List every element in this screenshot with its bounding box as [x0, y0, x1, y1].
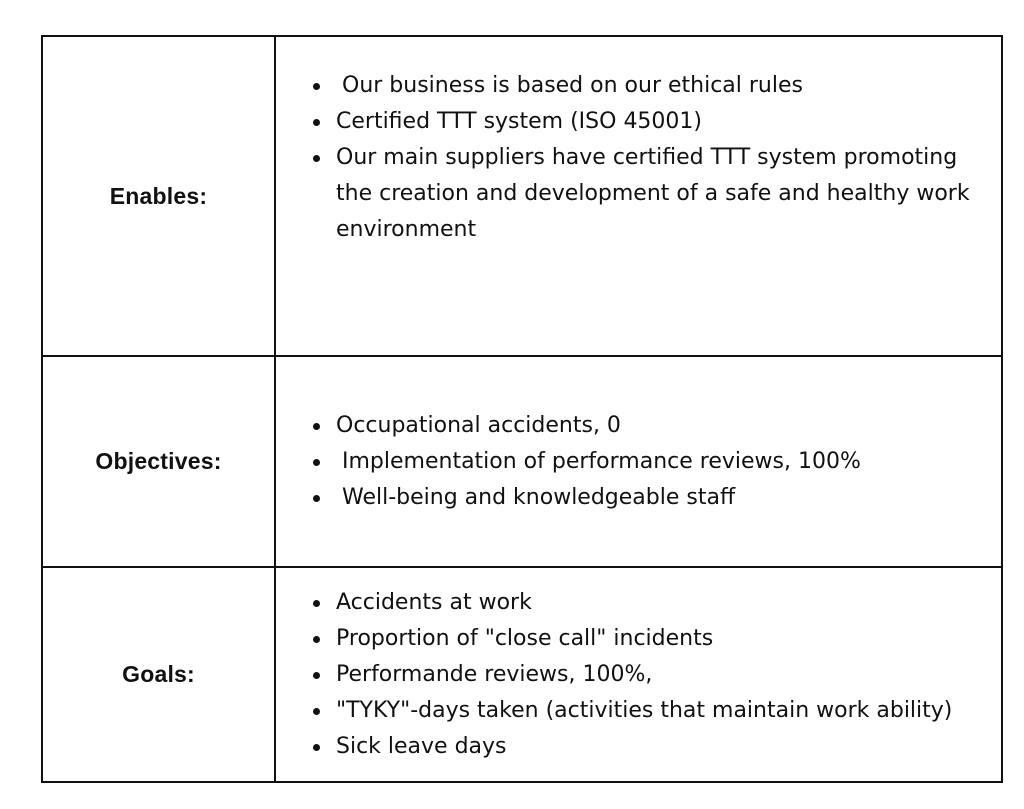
objectives-content [275, 356, 1002, 567]
list-item [336, 585, 1001, 621]
list-item-text: Our main suppliers have certified TTT system promoting the creation and development of a safe and healthy work environment [336, 145, 970, 242]
list-item [336, 408, 1001, 444]
list-item-text: Sick leave days [336, 733, 507, 759]
list-item-text: Implementation of performance reviews, 100% [342, 448, 861, 474]
list-item-text: Accidents at work [336, 589, 532, 615]
list-item-text: Performande reviews, 100%, [336, 661, 653, 687]
list-item-text: Well-being and knowledgeable staff [342, 484, 736, 510]
list-item-text: Proportion of "close call" incidents [336, 625, 714, 651]
list-item-text: Occupational accidents, 0 [336, 412, 621, 438]
objectives-row [42, 356, 1002, 567]
objectives-label: Objectives: [42, 356, 275, 567]
enables-content [275, 36, 1002, 356]
goals-label: Goals: [42, 567, 275, 782]
enables-row [42, 36, 1002, 356]
goals-list [276, 585, 1001, 765]
objectives-list [276, 408, 1001, 516]
goals-row [42, 567, 1002, 782]
list-item [336, 621, 1001, 657]
list-item [336, 693, 1001, 729]
enables-list [276, 68, 1001, 248]
enables-label: Enables: [42, 36, 275, 356]
list-item [336, 140, 1001, 248]
list-item [336, 657, 1001, 693]
list-item [336, 444, 1001, 480]
list-item [336, 68, 1001, 104]
list-item [336, 104, 1001, 140]
goals-content [275, 567, 1002, 782]
list-item [336, 480, 1001, 516]
list-item-text: "TYKY"-days taken (activities that maintain work ability) [336, 697, 953, 723]
list-item-text: Our business is based on our ethical rules [342, 73, 803, 98]
policy-table [41, 35, 1003, 783]
list-item [336, 729, 1001, 765]
list-item-text: Certified TTT system (ISO 45001) [336, 109, 703, 134]
